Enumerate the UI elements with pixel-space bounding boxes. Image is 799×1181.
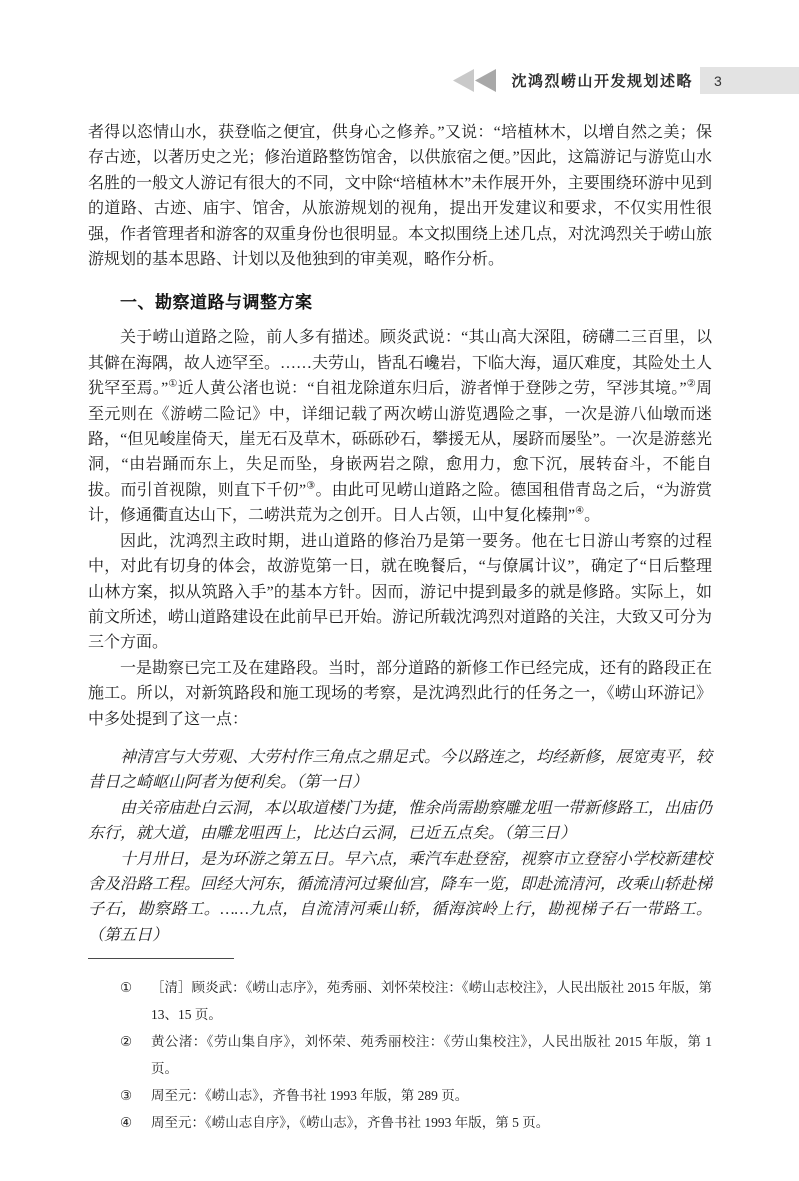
page-number: 3 [714, 72, 722, 89]
section-heading: 一、勘察道路与调整方案 [120, 293, 313, 313]
footnote-separator [88, 958, 234, 959]
footnote-marker: ① [120, 980, 133, 996]
quote-paragraph-1: 神清宫与大劳观、大劳村作三角点之鼎足式。今以路连之，均经新修，展宽夷平，较昔日之崎岖山阿者为便利矣。（第一日） [88, 748, 713, 792]
footnote-area [88, 958, 712, 1136]
quote-paragraph-2: 由关帝庙赴白云洞，本以取道楼门为捷，惟余尚需勘察雕龙咀一带新修路工，出庙仍东行，就大道，由雕龙咀西上，比达白云洞，已近五点矣。（第三日） [88, 799, 713, 843]
body-paragraph-2: 因此，沈鸿烈主政时期，进山道路的修治乃是第一要务。他在七日游山考察的过程中，对此有切身的体会，故游览第一日，就在晚餐后，“与僚属计议”，确定了“日后整理山林方案，拟从筑路入手”的基本方针。因而，游记中提到最多的就是修路。实际上，如前文所述，崂山道路建设在此前早已开始。游记所载沈鸿烈对道路的关注，大致又可分为三个方面。 [88, 532, 713, 652]
footnote-3 [88, 1082, 712, 1109]
footnote-4 [88, 1109, 712, 1136]
footnote-2 [88, 1028, 712, 1082]
article-body [88, 120, 712, 1136]
page-number-badge [700, 67, 799, 94]
body-paragraph-1: 关于崂山道路之险，前人多有描述。顾炎武说：“其山高大深阻，磅礴二三百里，以其僻在海隅，故人迹罕至。……夫劳山，皆乱石巉岩，下临大海，逼仄难度，其险处土人犹罕至焉。”①近人黄公渚也说：“自祖龙除道东归后，游者惮于登陟之劳，罕涉其境。”②周至元则在《游崂二险记》中，详细记载了两次崂山游览遇险之事，一次是游八仙墩而迷路，“但见峻崖倚天，崖无石及草木，砾砾砂石，攀援无从，屡跻而屡坠”。一次是游慈光洞，“由岩踊而东上，失足而坠，身嵌两岩之隙，愈用力，愈下沉，展转奋斗，不能自拔。而引首视隙，则直下千仞”③。由此可见崂山道路之险。德国租借青岛之后，“为游赏计，修通衢直达山下，二崂洪荒为之创开。日人占领，山中复化榛荆”④。 [88, 329, 713, 525]
footnote-marker: ③ [120, 1088, 133, 1104]
block-quote [88, 745, 712, 948]
footnote-text: ［清］顾炎武：《崂山志序》，苑秀丽、刘怀荣校注：《崂山志校注》，人民出版社 2015 年版，第 13、15 页。 [151, 980, 712, 1023]
footnote-text: 周至元：《崂山志自序》，《崂山志》，齐鲁书社 1993 年版，第 5 页。 [151, 1115, 550, 1131]
document-page [0, 67, 799, 1181]
quote-paragraph-3: 十月卅日，是为环游之第五日。早六点，乘汽车赴登窑，视察市立登窑小学校新建校舍及沿路工程。回经大河东，循流清河过聚仙宫，降车一览，即赴流清河，改乘山轿赴梯子石，勘察路工。……九点，自流清河乘山轿，循海滨岭上行，勘视梯子石一带路工。（第五日） [88, 850, 713, 944]
footnote-1 [88, 974, 712, 1028]
footnote-marker: ② [120, 1034, 133, 1050]
page-header [0, 67, 799, 94]
footnote-marker: ④ [120, 1115, 133, 1131]
intro-paragraph: 者得以恣情山水，获登临之便宜，供身心之修养。”又说：“培植林木，以增自然之美；保存古迹，以著历史之光；修治道路整饬馆舍，以供旅宿之便。”因此，这篇游记与游览山水名胜的一般文人游记有很大的不同，文中除“培植林木”未作展开外，主要围绕环游中见到的道路、古迹、庙宇、馆舍，从旅游规划的视角，提出开发建议和要求，不仅实用性很强，作者管理者和游客的双重身份也很明显。本文拟围绕上述几点，对沈鸿烈关于崂山旅游规划的基本思路、计划以及他独到的审美观，略作分析。 [88, 124, 713, 269]
footnote-text: 黄公渚：《劳山集自序》，刘怀荣、苑秀丽校注：《劳山集校注》，人民出版社 2015 年版，第 1 页。 [151, 1034, 712, 1077]
body-paragraph-3: 一是勘察已完工及在建路段。当时，部分道路的新修工作已经完成，还有的路段正在施工。所以，对新筑路段和施工现场的考察，是沈鸿烈此行的任务之一，《崂山环游记》中多处提到了这一点： [88, 659, 713, 728]
double-left-chevron-icon [453, 69, 498, 92]
running-head-title: 沈鸿烈崂山开发规划述略 [511, 73, 693, 90]
footnote-text: 周至元：《崂山志》，齐鲁书社 1993 年版，第 289 页。 [151, 1088, 469, 1104]
